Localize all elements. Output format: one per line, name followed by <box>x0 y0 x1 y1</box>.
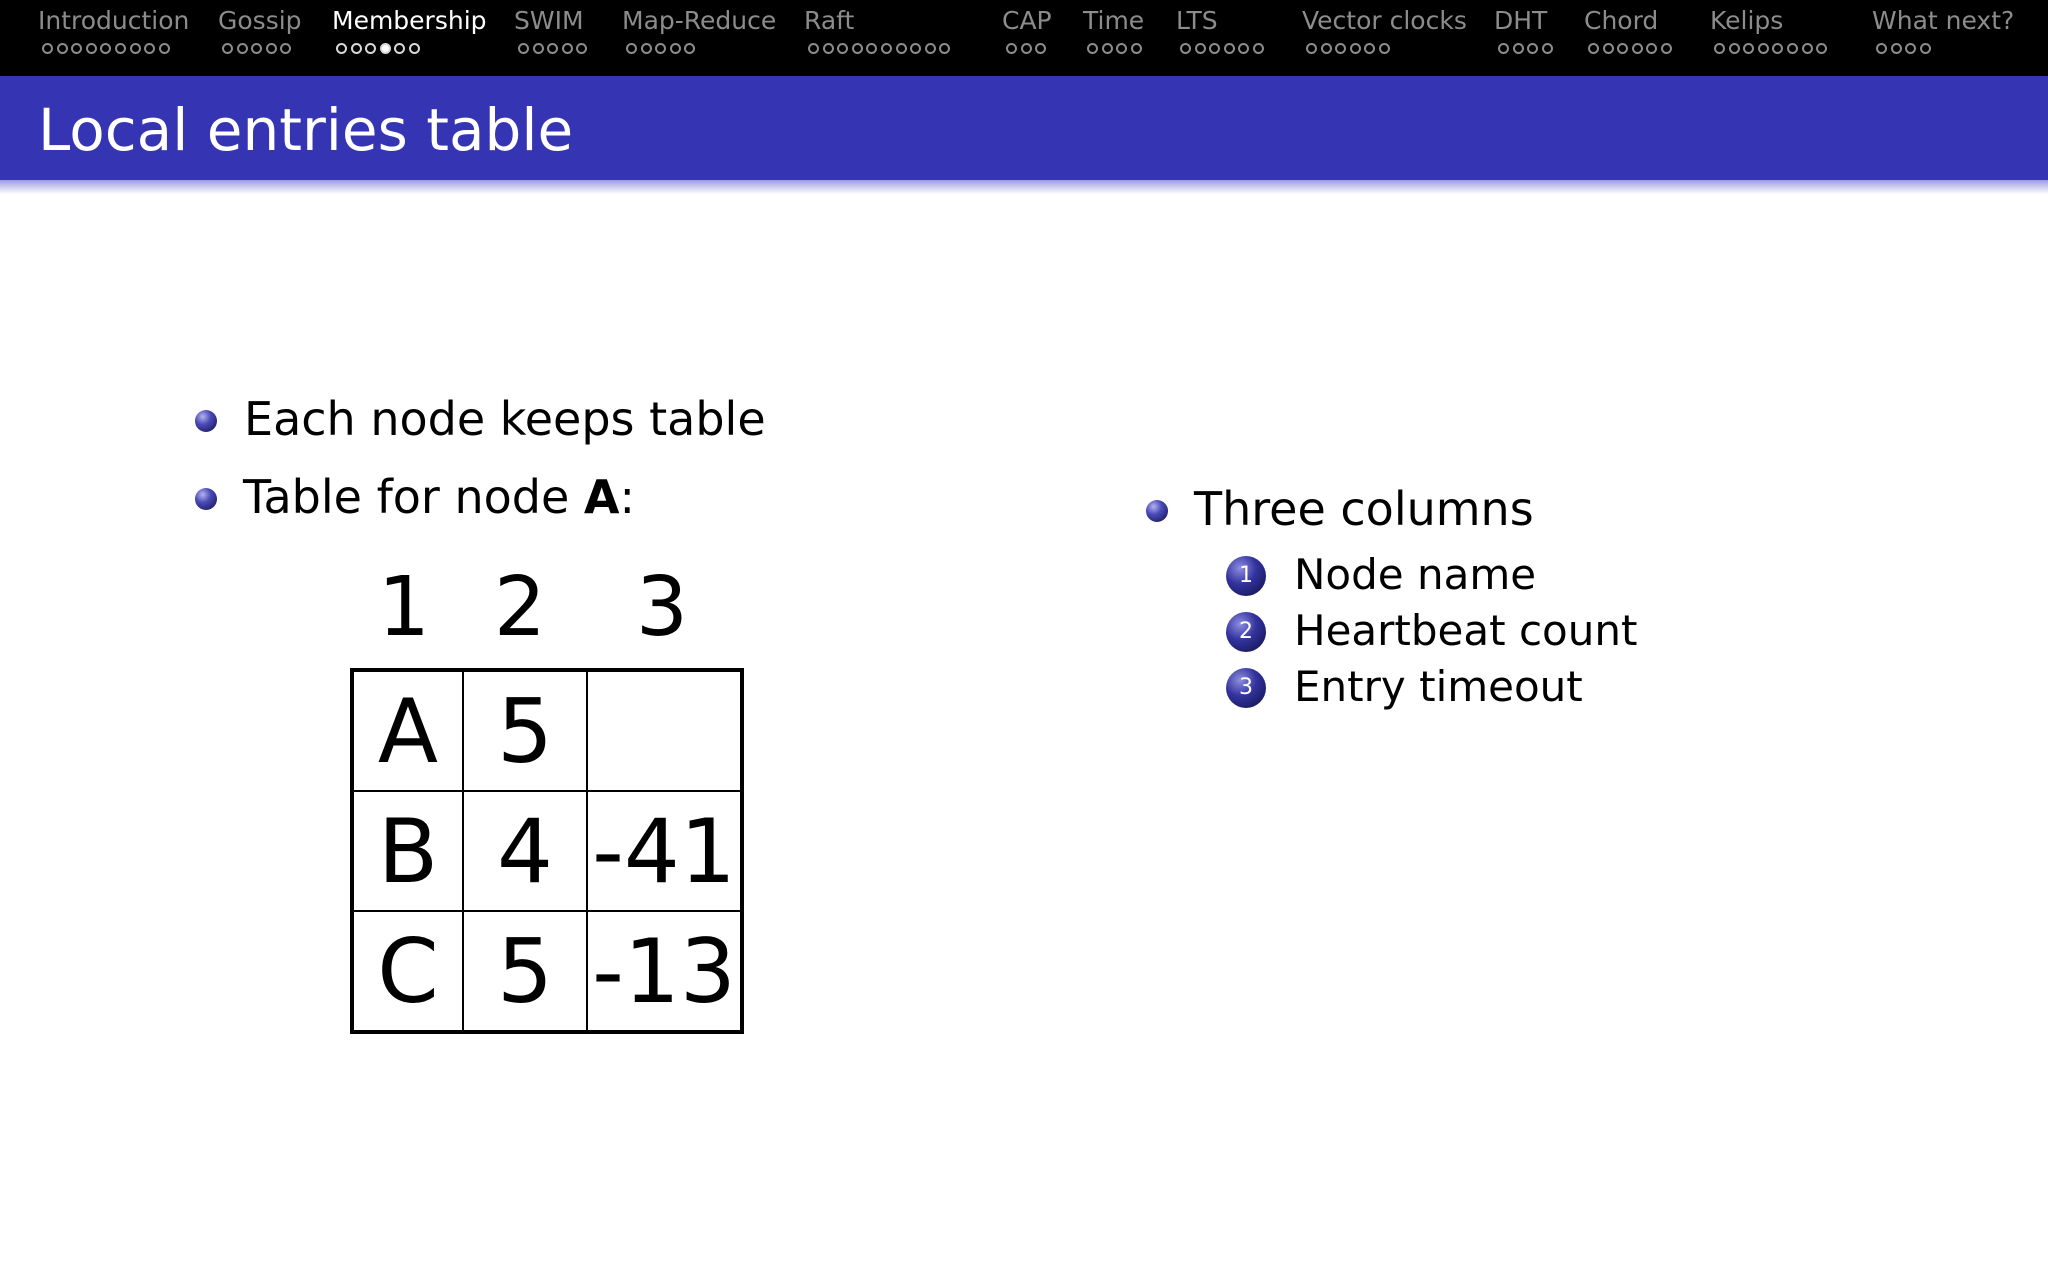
nav-slide-dot[interactable] <box>1542 43 1553 54</box>
nav-slide-dots <box>518 43 587 54</box>
nav-slide-dot[interactable] <box>837 43 848 54</box>
nav-slide-dot[interactable] <box>1802 43 1813 54</box>
nav-slide-dot[interactable] <box>626 43 637 54</box>
nav-slide-dot[interactable] <box>1253 43 1264 54</box>
nav-slide-dots <box>42 43 170 54</box>
table-cell-heartbeat: 5 <box>463 670 587 791</box>
nav-slide-dot[interactable] <box>1364 43 1375 54</box>
nav-slide-dot[interactable] <box>1131 43 1142 54</box>
nav-slide-dot[interactable] <box>71 43 82 54</box>
nav-slide-dot[interactable] <box>939 43 950 54</box>
nav-slide-dot[interactable] <box>1209 43 1220 54</box>
nav-slide-dot[interactable] <box>1116 43 1127 54</box>
node-name-bold: A <box>583 470 620 524</box>
table-cell-heartbeat: 5 <box>463 911 587 1032</box>
nav-slide-dot[interactable] <box>866 43 877 54</box>
nav-slide-dot[interactable] <box>1379 43 1390 54</box>
nav-slide-dot[interactable] <box>896 43 907 54</box>
nav-slide-dot[interactable] <box>409 43 420 54</box>
nav-section-title[interactable]: Time <box>1083 6 1145 35</box>
nav-section-title[interactable]: SWIM <box>514 6 584 35</box>
nav-slide-dot[interactable] <box>1006 43 1017 54</box>
nav-section-title[interactable]: LTS <box>1176 6 1218 35</box>
nav-slide-dot[interactable] <box>1306 43 1317 54</box>
nav-slide-dot[interactable] <box>910 43 921 54</box>
bullet-each-node: Each node keeps table <box>244 392 766 446</box>
nav-slide-dot[interactable] <box>1617 43 1628 54</box>
nav-slide-dot[interactable] <box>237 43 248 54</box>
nav-slide-dot[interactable] <box>562 43 573 54</box>
number-2-icon: 2 <box>1226 612 1266 652</box>
nav-slide-dot[interactable] <box>518 43 529 54</box>
nav-section-title[interactable]: Vector clocks <box>1302 6 1467 35</box>
title-bar-shadow <box>0 180 2048 194</box>
nav-slide-dot[interactable] <box>1876 43 1887 54</box>
number-3-icon: 3 <box>1226 668 1266 708</box>
nav-slide-dot[interactable] <box>1087 43 1098 54</box>
nav-slide-dot[interactable] <box>1661 43 1672 54</box>
nav-slide-dot[interactable] <box>100 43 111 54</box>
nav-slide-dot[interactable] <box>670 43 681 54</box>
nav-slide-dots <box>222 43 291 54</box>
list-item-entry-timeout: Entry timeout <box>1294 662 1583 711</box>
nav-slide-dot[interactable] <box>1527 43 1538 54</box>
nav-slide-dot[interactable] <box>1603 43 1614 54</box>
nav-slide-dot[interactable] <box>351 43 362 54</box>
nav-slide-dots <box>1876 43 1931 54</box>
nav-slide-dots <box>336 43 420 54</box>
nav-slide-dot[interactable] <box>222 43 233 54</box>
nav-section-title[interactable]: Gossip <box>218 6 302 35</box>
nav-slide-dot[interactable] <box>823 43 834 54</box>
nav-section-title[interactable]: Kelips <box>1710 6 1784 35</box>
nav-slide-dot[interactable] <box>1787 43 1798 54</box>
nav-slide-dot[interactable] <box>1729 43 1740 54</box>
nav-slide-dot[interactable] <box>1180 43 1191 54</box>
nav-slide-dot[interactable] <box>159 43 170 54</box>
nav-slide-dots <box>808 43 950 54</box>
list-item-node-name: Node name <box>1294 550 1537 599</box>
bullet-three-columns: Three columns <box>1194 482 1534 536</box>
table-cell-timeout: -41 <box>587 791 742 911</box>
nav-slide-dot[interactable] <box>852 43 863 54</box>
nav-section-title[interactable]: Map-Reduce <box>622 6 777 35</box>
nav-section-title[interactable]: Introduction <box>38 6 190 35</box>
nav-slide-dot[interactable] <box>266 43 277 54</box>
nav-section-title[interactable]: DHT <box>1494 6 1548 35</box>
table-row <box>352 791 742 911</box>
nav-slide-dot[interactable] <box>576 43 587 54</box>
nav-slide-dots <box>1714 43 1827 54</box>
nav-slide-dots <box>1306 43 1390 54</box>
nav-section-title[interactable]: Raft <box>804 6 855 35</box>
nav-slide-dots <box>1087 43 1142 54</box>
bullet-ball-icon <box>195 488 217 510</box>
column-number-2: 2 <box>493 560 547 655</box>
nav-slide-dot[interactable] <box>533 43 544 54</box>
nav-slide-dot[interactable] <box>1772 43 1783 54</box>
nav-slide-dots <box>1006 43 1046 54</box>
nav-slide-dot[interactable] <box>641 43 652 54</box>
nav-slide-dot[interactable] <box>1816 43 1827 54</box>
nav-slide-dot[interactable] <box>655 43 666 54</box>
nav-slide-dot[interactable] <box>1498 43 1509 54</box>
list-item-heartbeat-count: Heartbeat count <box>1294 606 1638 655</box>
section-navigation-bar <box>0 0 2048 76</box>
nav-slide-dot[interactable] <box>1758 43 1769 54</box>
nav-slide-dot[interactable] <box>251 43 262 54</box>
number-1-icon: 1 <box>1226 556 1266 596</box>
bullet-ball-icon <box>195 410 217 432</box>
nav-slide-dot[interactable] <box>86 43 97 54</box>
nav-slide-dot[interactable] <box>144 43 155 54</box>
nav-slide-dot[interactable] <box>115 43 126 54</box>
nav-slide-dot[interactable] <box>1632 43 1643 54</box>
nav-slide-dot[interactable] <box>42 43 53 54</box>
nav-slide-dots <box>1588 43 1672 54</box>
table-row <box>352 911 742 1032</box>
column-number-1: 1 <box>377 560 431 655</box>
nav-slide-dot[interactable] <box>925 43 936 54</box>
bullet-text: Table for node <box>243 470 584 524</box>
bullet-colon: : <box>619 470 635 524</box>
nav-section-title[interactable]: What next? <box>1872 6 2015 35</box>
nav-slide-dot[interactable] <box>1321 43 1332 54</box>
table-cell-heartbeat: 4 <box>463 791 587 911</box>
nav-slide-dot[interactable] <box>547 43 558 54</box>
table-cell-node: B <box>352 791 463 911</box>
table-cell-node: A <box>352 670 463 791</box>
nav-slide-dot[interactable] <box>57 43 68 54</box>
nav-slide-dot[interactable] <box>1588 43 1599 54</box>
nav-slide-dot[interactable] <box>1224 43 1235 54</box>
column-number-3: 3 <box>635 560 689 655</box>
nav-slide-dot[interactable] <box>684 43 695 54</box>
nav-slide-dot[interactable] <box>1195 43 1206 54</box>
nav-slide-dot[interactable] <box>1646 43 1657 54</box>
nav-slide-dot[interactable] <box>1920 43 1931 54</box>
nav-slide-dot[interactable] <box>1238 43 1249 54</box>
nav-slide-dot[interactable] <box>1714 43 1725 54</box>
nav-slide-dot[interactable] <box>808 43 819 54</box>
nav-slide-dot-current[interactable] <box>380 43 391 54</box>
nav-slide-dot[interactable] <box>394 43 405 54</box>
frame-title: Local entries table <box>38 96 574 164</box>
nav-slide-dot[interactable] <box>365 43 376 54</box>
nav-slide-dots <box>626 43 695 54</box>
nav-slide-dot[interactable] <box>1335 43 1346 54</box>
nav-slide-dot[interactable] <box>1021 43 1032 54</box>
nav-slide-dot[interactable] <box>336 43 347 54</box>
bullet-table-for-node <box>243 470 635 524</box>
nav-slide-dot[interactable] <box>1513 43 1524 54</box>
nav-slide-dot[interactable] <box>881 43 892 54</box>
table-cell-timeout <box>587 670 742 791</box>
nav-section-title[interactable]: Chord <box>1584 6 1659 35</box>
nav-slide-dots <box>1498 43 1553 54</box>
nav-slide-dot[interactable] <box>1350 43 1361 54</box>
nav-slide-dot[interactable] <box>1891 43 1902 54</box>
nav-slide-dot[interactable] <box>1743 43 1754 54</box>
local-entries-table <box>350 668 744 1034</box>
table-row <box>352 670 742 791</box>
nav-slide-dots <box>1180 43 1264 54</box>
nav-slide-dot[interactable] <box>1102 43 1113 54</box>
nav-slide-dot[interactable] <box>1905 43 1916 54</box>
nav-slide-dot[interactable] <box>1035 43 1046 54</box>
nav-section-title[interactable]: Membership <box>332 6 487 35</box>
table-cell-node: C <box>352 911 463 1032</box>
nav-slide-dot[interactable] <box>280 43 291 54</box>
bullet-ball-icon <box>1146 500 1168 522</box>
nav-section-title[interactable]: CAP <box>1002 6 1052 35</box>
nav-slide-dot[interactable] <box>130 43 141 54</box>
table-cell-timeout: -13 <box>587 911 742 1032</box>
